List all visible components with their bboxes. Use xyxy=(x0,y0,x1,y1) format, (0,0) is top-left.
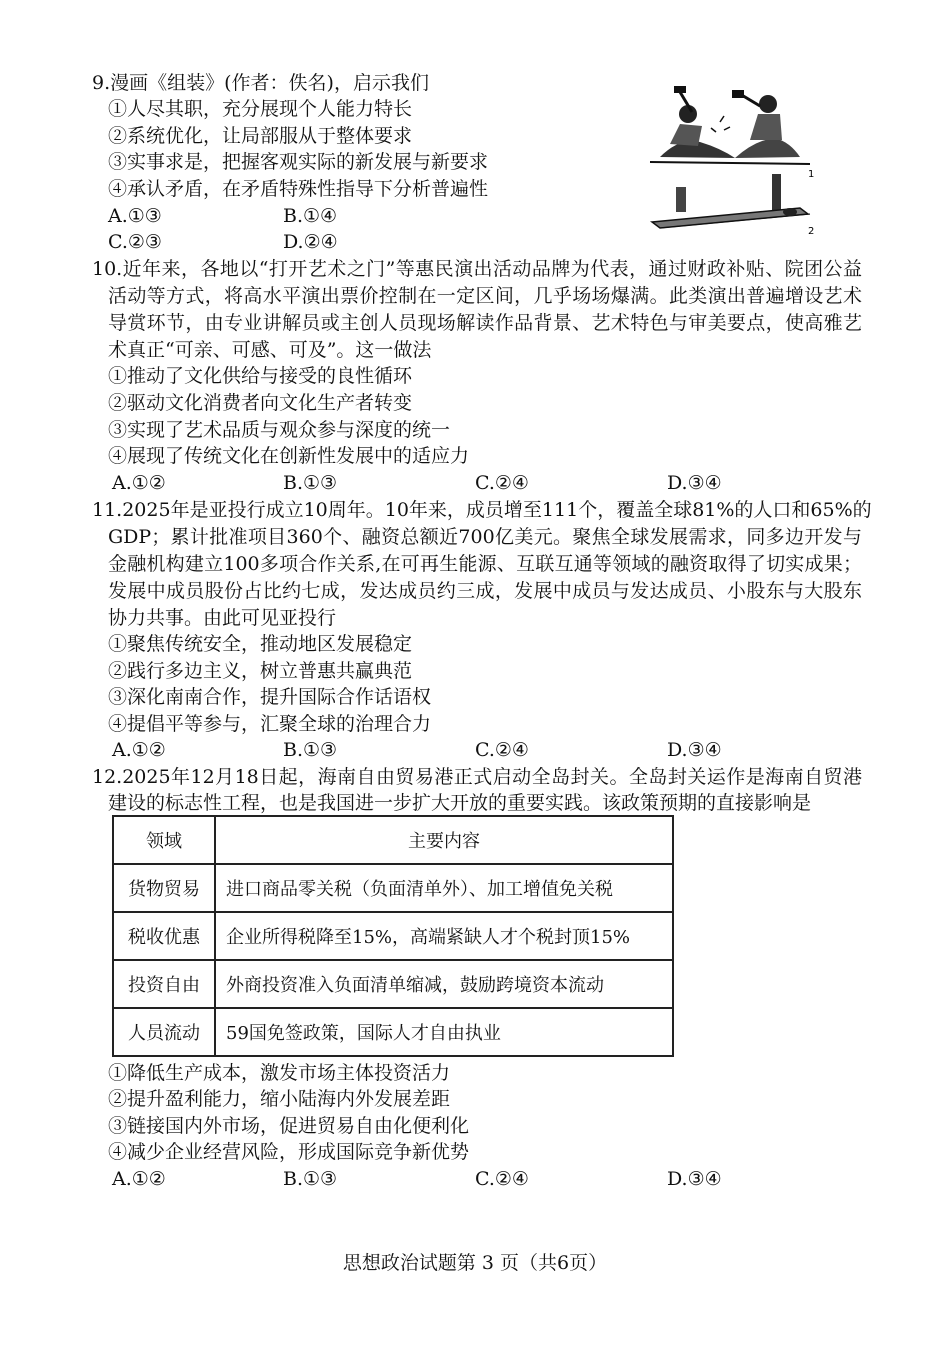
q9-option-4: ④承认矛盾，在矛盾特殊性指导下分析普遍性 xyxy=(108,178,489,200)
table-row xyxy=(113,864,673,912)
q12-option-2: ②提升盈利能力，缩小陆海内外发展差距 xyxy=(108,1088,451,1110)
q11-stem-line-1: 11.2025年是亚投行成立10周年。10年来，成员增至111个，覆盖全球81%的人口和65%的 xyxy=(92,499,872,521)
table-row xyxy=(113,1008,673,1056)
q11-choice-a: A.①② xyxy=(112,739,166,761)
q10-choice-a: A.①② xyxy=(112,472,166,494)
q10-stem-line-1: 10.近年来，各地以“打开艺术之门”等惠民演出活动品牌为代表，通过财政补贴、院团公益 xyxy=(92,258,862,280)
q10-choice-c: C.②④ xyxy=(475,472,529,494)
cartoon-label-2: 2 xyxy=(808,226,815,237)
q11-option-3: ③深化南南合作，提升国际合作话语权 xyxy=(108,686,432,708)
table-header-field: 领域 xyxy=(113,816,215,864)
q12-choice-d: D.③④ xyxy=(667,1168,722,1190)
table-cell-field: 投资自由 xyxy=(113,960,215,1008)
q10-option-2: ②驱动文化消费者向文化生产者转变 xyxy=(108,392,413,414)
table-header-content: 主要内容 xyxy=(215,816,673,864)
q11-choice-c: C.②④ xyxy=(475,739,529,761)
q10-stem-line-4: 术真正“可亲、可感、可及”。这一做法 xyxy=(108,339,432,361)
q9-choice-b: B.①④ xyxy=(283,205,338,227)
table-cell-field: 税收优惠 xyxy=(113,912,215,960)
q11-stem-line-4: 发展中成员股份占比约七成，发达成员约三成，发展中成员与发达成员、小股东与大股东 xyxy=(108,580,862,602)
policy-table xyxy=(112,815,674,1057)
q10-choice-d: D.③④ xyxy=(667,472,722,494)
assembly-cartoon xyxy=(640,82,825,237)
q11-option-4: ④提倡平等参与，汇聚全球的治理合力 xyxy=(108,713,432,735)
q9-stem: 9.漫画《组装》(作者：佚名)，启示我们 xyxy=(92,72,429,94)
q9-choice-d: D.②④ xyxy=(283,231,338,253)
q10-stem-line-3: 导赏环节，由专业讲解员或主创人员现场解读作品背景、艺术特色与审美要点，使高雅艺 xyxy=(108,312,862,334)
q12-option-4: ④减少企业经营风险，形成国际竞争新优势 xyxy=(108,1141,470,1163)
q12-choice-b: B.①③ xyxy=(283,1168,338,1190)
q10-option-1: ①推动了文化供给与接受的良性循环 xyxy=(108,365,413,387)
q10-choice-b: B.①③ xyxy=(283,472,338,494)
q11-choice-d: D.③④ xyxy=(667,739,722,761)
table-row xyxy=(113,912,673,960)
q9-choice-c: C.②③ xyxy=(108,231,162,253)
table-cell-content: 企业所得税降至15%，高端紧缺人才个税封顶15% xyxy=(215,912,673,960)
q11-stem-line-5: 协力共事。由此可见亚投行 xyxy=(108,607,337,629)
q12-choice-c: C.②④ xyxy=(475,1168,529,1190)
q9-option-2: ②系统优化，让局部服从于整体要求 xyxy=(108,125,413,147)
q12-option-3: ③链接国内外市场，促进贸易自由化便利化 xyxy=(108,1115,470,1137)
q11-option-2: ②践行多边主义，树立普惠共赢典范 xyxy=(108,660,413,682)
table-cell-field: 人员流动 xyxy=(113,1008,215,1056)
q9-choice-a: A.①③ xyxy=(108,205,162,227)
q9-option-3: ③实事求是，把握客观实际的新发展与新要求 xyxy=(108,151,489,173)
page-footer: 思想政治试题第 3 页（共6页） xyxy=(342,1252,608,1274)
q11-choice-b: B.①③ xyxy=(283,739,338,761)
q9-option-1: ①人尽其职，充分展现个人能力特长 xyxy=(108,98,413,120)
q10-option-3: ③实现了艺术品质与观众参与深度的统一 xyxy=(108,419,451,441)
q12-stem-line-1: 12.2025年12月18日起，海南自由贸易港正式启动全岛封关。全岛封关运作是海南自贸港 xyxy=(92,766,862,788)
table-cell-content: 59国免签政策，国际人才自由执业 xyxy=(215,1008,673,1056)
q11-stem-line-3: 金融机构建立100多项合作关系,在可再生能源、互联互通等领域的融资取得了切实成果； xyxy=(108,553,862,575)
q10-stem-line-2: 活动等方式，将高水平演出票价控制在一定区间，几乎场场爆满。此类演出普遍增设艺术 xyxy=(108,285,862,307)
cartoon-label-1: 1 xyxy=(808,169,815,180)
table-cell-content: 外商投资准入负面清单缩减，鼓励跨境资本流动 xyxy=(215,960,673,1008)
q11-option-1: ①聚焦传统安全，推动地区发展稳定 xyxy=(108,633,413,655)
q10-option-4: ④展现了传统文化在创新性发展中的适应力 xyxy=(108,445,470,467)
q12-stem-line-2: 建设的标志性工程，也是我国进一步扩大开放的重要实践。该政策预期的直接影响是 xyxy=(108,792,812,814)
table-cell-field: 货物贸易 xyxy=(113,864,215,912)
table-cell-content: 进口商品零关税（负面清单外）、加工增值免关税 xyxy=(215,864,673,912)
q11-stem-line-2: GDP；累计批准项目360个、融资总额近700亿美元。聚焦全球发展需求，同多边开发与 xyxy=(108,526,862,548)
table-header-row xyxy=(113,816,673,864)
q12-choice-a: A.①② xyxy=(112,1168,166,1190)
q12-option-1: ①降低生产成本，激发市场主体投资活力 xyxy=(108,1062,451,1084)
table-row xyxy=(113,960,673,1008)
